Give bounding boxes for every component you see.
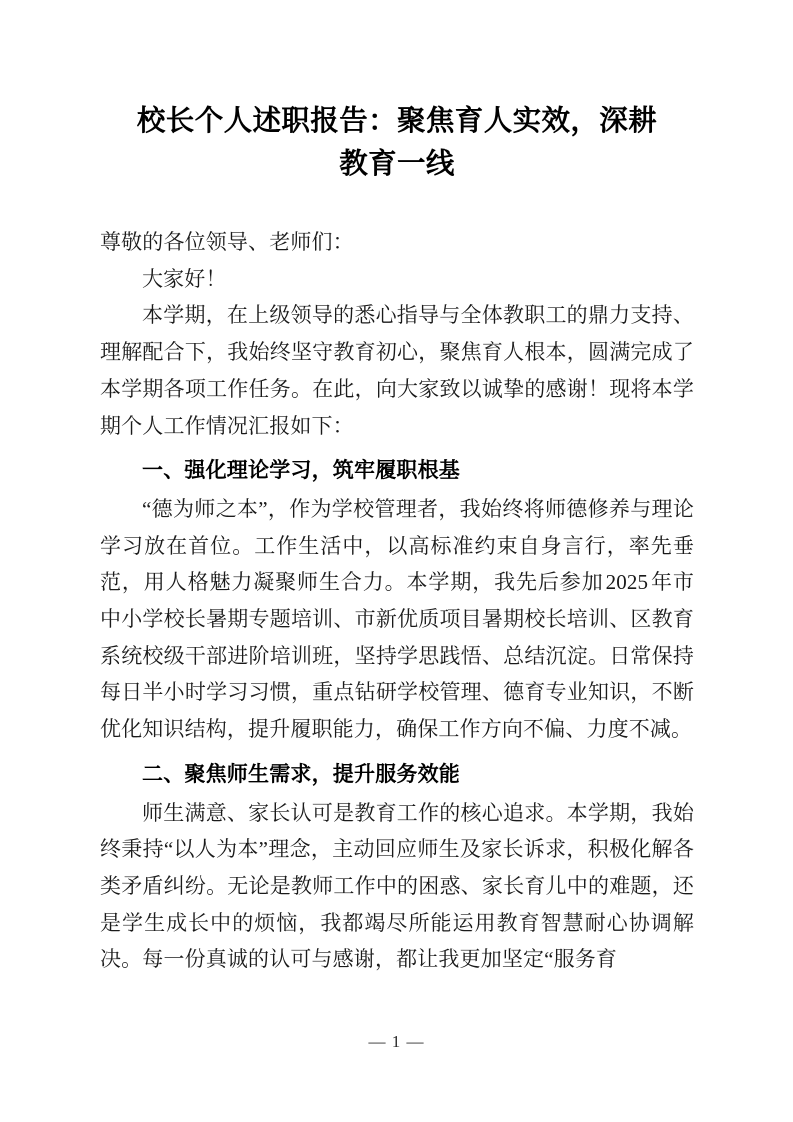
section-heading-1: 一、强化理论学习，筑牢履职根基 xyxy=(142,459,460,483)
salutation-line: 尊敬的各位领导、老师们： xyxy=(100,230,354,254)
section-heading-2: 二、聚焦师生需求，提升服务效能 xyxy=(142,762,460,786)
page-title xyxy=(100,0,694,186)
page-title-line-2: 教育一线 xyxy=(339,148,455,180)
section-body-1-part-1: “德为师之本”，作为学校管理者，我始终将师德修养与理论学习放在首位。工作生活中，以高标准约束自身言行，率先垂范，用人格魅力凝聚师生合力。本学期，我先后参加 xyxy=(100,496,694,595)
page-number-footer: — 1 — xyxy=(368,1032,425,1051)
section-body-1-year: 2025 xyxy=(605,570,649,595)
document-content xyxy=(100,0,694,978)
section-body-2: 师生满意、家长认可是教育工作的核心追求。本学期，我始终秉持“以人为本”理念，主动回应师生及家长诉求，积极化解各类矛盾纠纷。无论是教师工作中的困惑、家长育儿中的难题，还是学生成长中的烦恼，我都竭尽所能运用教育智慧耐心协调解决。每一份真诚的认可与感谢，都让我更加坚定“服务育 xyxy=(100,800,694,972)
greeting-line: 大家好！ xyxy=(142,266,227,291)
section-body-1-part-2: 年市中小学校长暑期专题培训、市新优质项目暑期校长培训、区教育系统校级干部进阶培训班，坚持学思践悟、总结沉淀。日常保持每日半小时学习习惯，重点钻研学校管理、德育专业知识，不断优化知识结构，提升履职能力，确保工作方向不偏、力度不减。 xyxy=(100,570,694,742)
intro-paragraph: 本学期，在上级领导的悉心指导与全体教职工的鼎力支持、理解配合下，我始终坚守教育初心，聚焦育人根本，圆满完成了本学期各项工作任务。在此，向大家致以诚挚的感谢！现将本学期个人工作情况汇报如下： xyxy=(100,303,694,438)
section-body-1 xyxy=(100,490,694,748)
page-title-line-1: 校长个人述职报告：聚焦育人实效，深耕 xyxy=(136,105,658,137)
